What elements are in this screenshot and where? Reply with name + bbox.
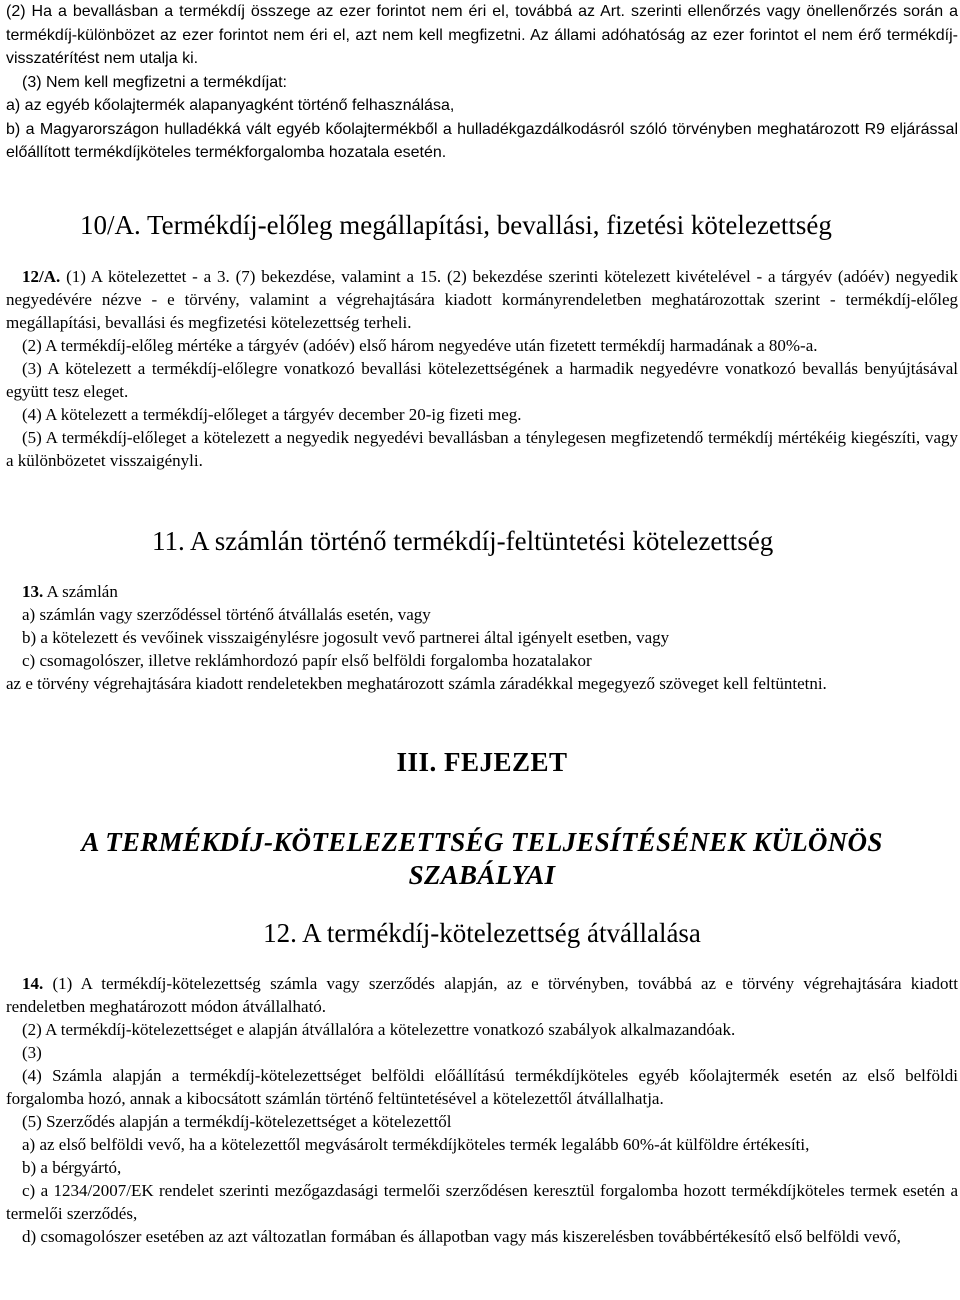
article-14-item-b: b) a bérgyártó, [22,1158,122,1177]
paragraph-2: (2) Ha a bevallásban a termékdíj összege az ezer forintot nem éri el, továbbá az Art. szerinti ellenőrzés vagy önellenőrzés során a termékdíj-különbözet az ezer forintot nem éri el, azt nem kell megfizetni. Az állami adóhatóság az ezer forintot el nem érő termékdíj-visszatérítést nem utalja ki. [6,3,958,67]
article-13-intro [6,580,958,603]
paragraph-3: (3) Nem kell megfizetni a termékdíjat: [22,73,287,91]
article-14-item-d: d) csomagolószer esetében az azt változatlan formában és állapotban vagy más kiszerelésben továbbértékesítő első belföldi vevő, [22,1227,901,1246]
article-12a-paragraph-2: (2) A termékdíj-előleg mértéke a tárgyév (adóév) első három negyedéve után fizetett termékdíj harmadának a 80%-a. [22,336,818,355]
article-text: (1) A kötelezettet - a 3. (7) bekezdése, valamint a 15. (2) bekezdése szerinti kötelezett kivételével - a tárgyév (adóév) negyedik negyedévére nézve - e törvény, valamint a végrehajtására kiadott kormányrendeletben meghatározottak szerint - termékdíj-előleg megállapítási, bevallási és megfizetési kötelezettség terheli. [6,267,958,332]
article-14-paragraph-5: (5) Szerződés alapján a termékdíj-kötelezettséget a kötelezettől [22,1112,452,1131]
section-12-body [6,972,958,1248]
article-12a-paragraph-3: (3) A kötelezett a termékdíj-előlegre vonatkozó bevallási kötelezettségének a harmadik negyedévre vonatkozó bevallás benyújtásával együtt tesz eleget. [6,359,958,401]
article-12a-paragraph-5: (5) A termékdíj-előleget a kötelezett a negyedik negyedévi bevallásban a ténylegesen megfizetendő termékdíj mértékéig kiegészíti, vagy a különbözetet visszaigényli. [6,428,958,470]
item-b: b) a Magyarországon hulladékká vált egyéb kőolajtermékből a hulladékgazdálkodásról szóló törvényben meghatározott R9 eljárással előállított termékdíjköteles termékforgalomba hozatala esetén. [6,120,958,161]
article-13-closing: az e törvény végrehajtására kiadott rendeletekben meghatározott számla záradékkal megegyező szöveget kell feltüntetni. [6,674,827,693]
chapter-label: III. FEJEZET [396,747,568,777]
section-heading-11: 11. A számlán történő termékdíj-feltüntetési kötelezettség [152,526,774,556]
article-14-paragraph-3: (3) [22,1043,42,1062]
article-14-item-a: a) az első belföldi vevő, ha a kötelezettől megvásárolt termékdíjköteles termék legalább 60%-át külföldre értékesíti, [22,1135,810,1154]
article-text: (1) A termékdíj-kötelezettség számla vagy szerződés alapján, az e törvényben, továbbá az e törvény végrehajtására kiadott rendeletben meghatározott módon átvállalható. [6,974,958,1016]
article-12a-paragraph-4: (4) A kötelezett a termékdíj-előleget a tárgyév december 20-ig fizeti meg. [22,405,522,424]
section-heading-12: 12. A termékdíj-kötelezettség átvállalása [263,918,701,948]
block-art12-continuation [6,0,958,165]
article-14-item-c: c) a 1234/2007/EK rendelet szerinti mezőgazdasági termelői szerződésen keresztül forgalomba hozott termékdíjköteles termek esetén a termelői szerződés, [6,1181,958,1223]
article-number: 13. [22,582,44,601]
article-text: A számlán [43,582,118,601]
article-14-paragraph-1 [6,972,958,1018]
chapter-title: A TERMÉKDÍJ-KÖTELEZETTSÉG TELJESÍTÉSÉNEK KÜLÖNÖS SZABÁLYAI [81,827,883,890]
article-14-paragraph-2: (2) A termékdíj-kötelezettséget e alapján átvállalóra a kötelezettre vonatkozó szabályok alkalmazandóak. [22,1020,736,1039]
article-number: 14. [22,974,44,993]
section-11-body [6,580,958,695]
article-14-paragraph-4: (4) Számla alapján a termékdíj-kötelezettséget belföldi előállítású termékdíjköteles egyéb kőolajtermék esetén az első belföldi forgalomba hozó, annak a kibocsátott számlán történő feltüntetésével a kötelezettől átvállalhatja. [6,1066,958,1108]
article-12a-paragraph-1 [6,265,958,334]
item-a: a) az egyéb kőolajtermék alapanyagként történő felhasználása, [6,97,455,114]
article-13-item-b: b) a kötelezett és vevőinek visszaigénylésre jogosult vevő partnerei által igényelt esetben, vagy [22,628,670,647]
section-10a-body [6,265,958,472]
article-13-item-a: a) számlán vagy szerződéssel történő átvállalás esetén, vagy [22,605,431,624]
article-13-item-c: c) csomagolószer, illetve reklámhordozó papír első belföldi forgalomba hozatalakor [22,651,592,670]
section-heading-10a: 10/A. Termékdíj-előleg megállapítási, bevallási, fizetési kötelezettség [80,210,832,240]
article-number: 12/A. [22,267,61,286]
